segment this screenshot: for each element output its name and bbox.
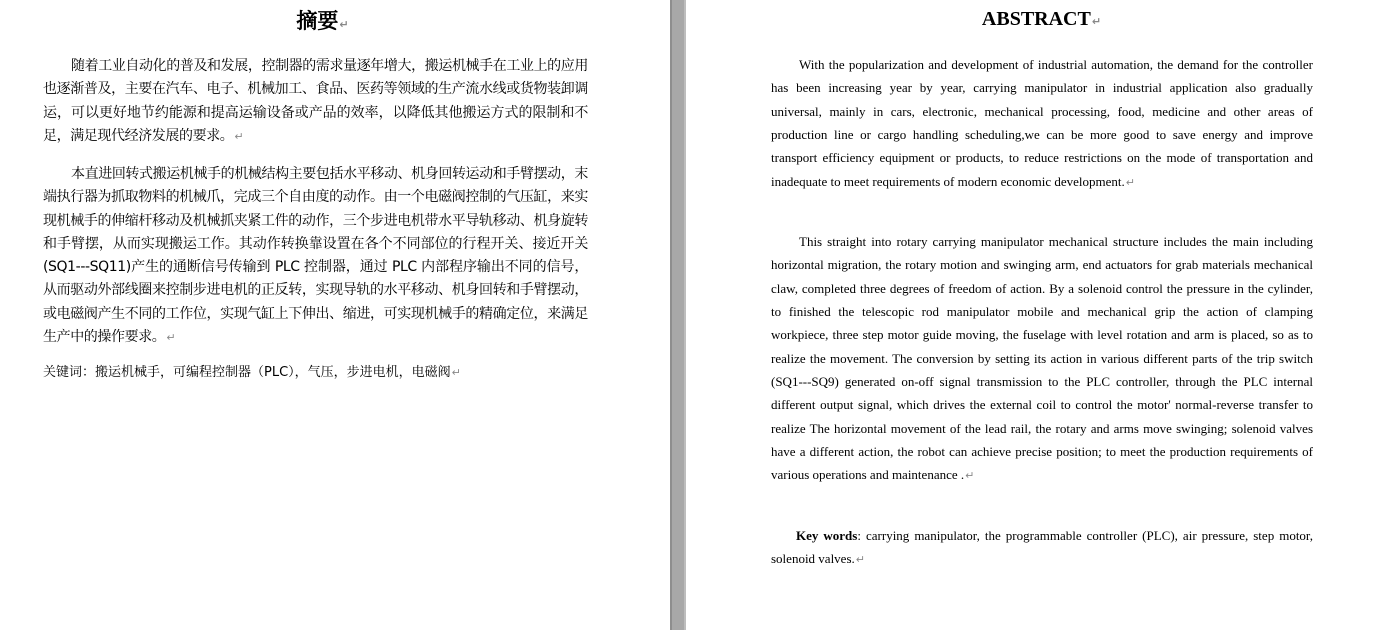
page-shadow-left: [670, 0, 672, 630]
english-paragraph-1: With the popularization and development of industrial automation, the demand for the controller has been increasing year by year, carrying manipulator in industrial application also gradually universal, mainly in cars, electronic, mechanical processing, food, medicine and other areas of production line or cargo handling scheduling,we can be more good to save energy and improve transport efficiency equipment or products, to reduce restrictions on the mode of transportation and inadequate to meet requirements of modern economic development.↵: [771, 57, 1313, 189]
page-title-english: ABSTRACT↵: [981, 8, 1102, 30]
english-keywords: [771, 524, 1313, 572]
paragraph-mark: ↵: [965, 469, 975, 483]
paragraph-mark: ↵: [1125, 175, 1135, 189]
paragraph-mark: ↵: [166, 331, 176, 345]
page-title-chinese: 摘要↵: [296, 9, 349, 33]
paragraph-mark: ↵: [234, 129, 244, 143]
chinese-paragraph-2: 本直进回转式搬运机械手的机械结构主要包括水平移动、机身回转运动和手臂摆动，末端执行器为抓取物料的机械爪，完成三个自由度的动作。由一个电磁阀控制的气压缸，来实现机械手的伸缩杆移动及机械抓夹紧工件的动作，三个步进电机带水平导轨移动、机身旋转和手臂摆，从而实现搬运工作。其动作转换靠设置在各个不同部位的行程开关、接近开关(SQ1---SQ11)产生的通断信号传输到 PLC 控制器，通过 PLC 内部程序输出不同的信号，从而驱动外部线圈来控制步进电机的正反转，实现导轨的水平移动、机身回转和手臂摆动，或电磁阀产生不同的工作位，实现气缸上下伸出、缩进，可实现机械手的精确定位，来满足生产中的操作要求。↵: [43, 166, 588, 346]
paragraph-mark: ↵: [1091, 15, 1102, 28]
paragraph-mark: ↵: [339, 18, 349, 31]
page-chinese-abstract[interactable]: [0, 0, 670, 630]
keywords-text: : carrying manipulator, the programmable controller (PLC), air pressure, step motor, solenoid valves.: [771, 528, 1313, 567]
english-paragraph-2: This straight into rotary carrying manipulator mechanical structure includes the main including horizontal migration, the rotary motion and swinging arm, end actuators for grab materials mechanical claw, completed three degrees of freedom of action. By a solenoid control the pressure in the cylinder, to finished the telescopic rod manipulator mobile and mechanical grip the action of clamping workpiece, three step motor guide moving, the fuselage with level rotation and arm is placed, so as to realize the movement. The conversion by setting its action in various different parts of the trip switch (SQ1---SQ9) generated on-off signal transmission to the PLC controller, through the PLC internal different output signal, which drives the external coil to control the motor' normal-reverse transfer to realize The horizontal movement of the lead rail, the rotary and arms move swinging; solenoid valves have a different action, the robot can achieve precise position; to meet the production requirements of various operations and maintenance .↵: [771, 234, 1313, 483]
paragraph-mark: ↵: [855, 553, 865, 567]
paragraph-mark: ↵: [451, 366, 461, 379]
keywords-label: Key words: [796, 528, 858, 543]
chinese-paragraph-1: 随着工业自动化的普及和发展，控制器的需求量逐年增大，搬运机械手在工业上的应用也逐渐普及，主要在汽车、电子、机械加工、食品、医药等领域的生产流水线或货物装卸调运，可以更好地节约能源和提高运输设备或产品的效率，以降低其他搬运方式的限制和不足，满足现代经济发展的要求。↵: [43, 58, 588, 144]
chinese-keywords: 关键词：搬运机械手，可编程控制器（PLC），气压，步进电机，电磁阀↵: [43, 365, 461, 380]
page-english-abstract[interactable]: [686, 0, 1397, 630]
